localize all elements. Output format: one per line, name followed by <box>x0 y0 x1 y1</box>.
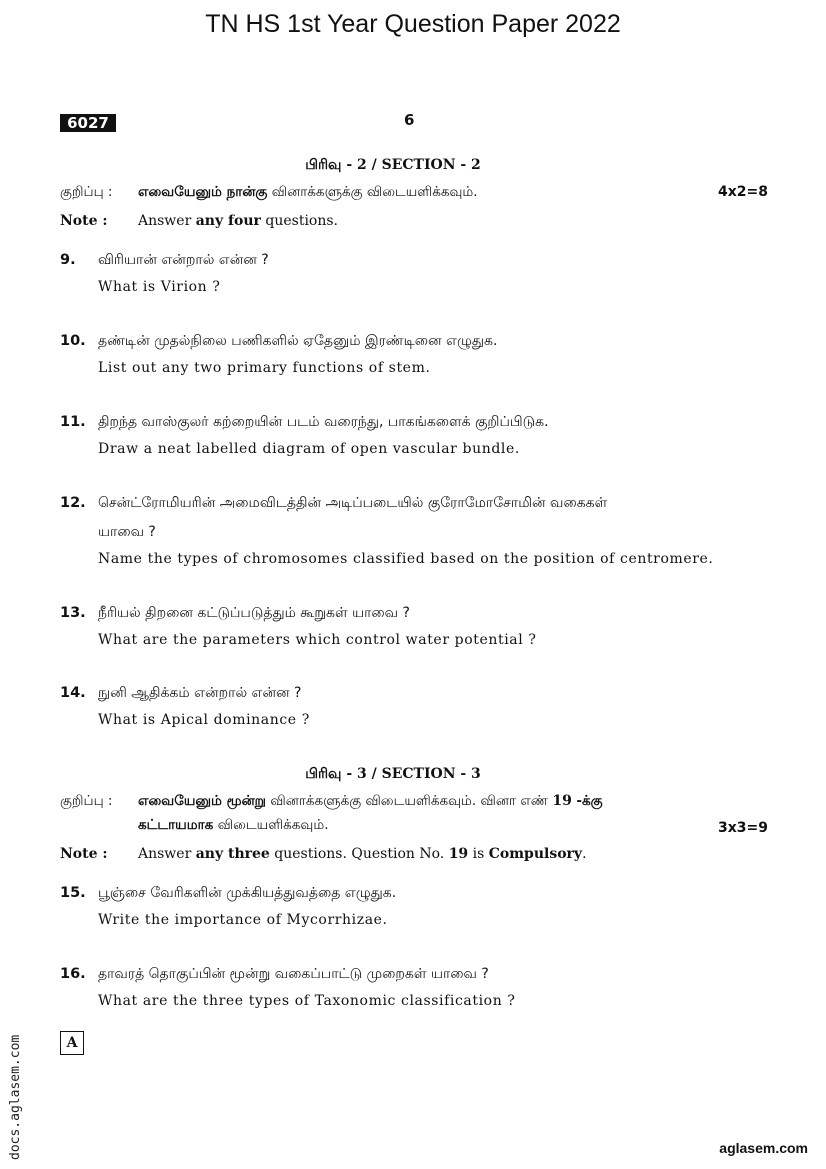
question-english: Draw a neat labelled diagram of open vascular bundle. <box>98 441 520 457</box>
question-tamil: விரியான் என்றால் என்ன ? <box>98 252 269 268</box>
question-tamil: தண்டின் முதல்நிலை பணிகளில் ஏதேனும் இரண்டினை எழுதுக. <box>98 333 498 349</box>
page-number: 6 <box>404 111 415 129</box>
section-3-note-tamil <box>60 793 603 811</box>
section-3-heading-text: பிரிவு - 3 / SECTION - 3 <box>305 766 481 782</box>
note-post: questions. <box>265 213 339 229</box>
question-tamil: நீரியல் திறனை கட்டுப்படுத்தும் கூறுகள் யாவை ? <box>98 605 410 621</box>
note-bold: any three <box>195 846 270 862</box>
note-label: Note : <box>60 213 108 229</box>
question-tamil: நுனி ஆதிக்கம் என்றால் என்ன ? <box>98 685 302 701</box>
section-3-note-tamil-line2 <box>138 817 329 835</box>
question-number: 13. <box>60 605 86 621</box>
question-number: 12. <box>60 495 86 511</box>
note-mid: questions. Question No. <box>274 846 445 862</box>
question-number: 14. <box>60 685 86 701</box>
question-number: 11. <box>60 414 86 430</box>
paper-code: 6027 <box>60 114 116 132</box>
note-tamil-number: 19 <box>552 793 572 809</box>
section-3-marks: 3x3=9 <box>718 820 768 836</box>
section-2-heading-text: பிரிவு - 2 / SECTION - 2 <box>305 157 481 173</box>
note-number: 19 <box>448 846 469 862</box>
question-english: Name the types of chromosomes classified based on the position of centromere. <box>98 551 714 567</box>
note-label: Note : <box>60 846 108 862</box>
note-tamil-line2-rest: விடையளிக்கவும். <box>217 817 329 833</box>
side-watermark: docs.aglasem.com <box>8 1034 23 1160</box>
note-is: is <box>472 846 485 862</box>
note-pre: Answer <box>138 213 192 229</box>
note-compulsory: Compulsory <box>488 846 583 862</box>
note-label-tamil: குறிப்பு : <box>60 793 113 809</box>
question-english: Write the importance of Mycorrhizae. <box>98 912 388 928</box>
page-banner-title: TN HS 1st Year Question Paper 2022 <box>205 10 621 38</box>
note-tamil-suffix: -க்கு <box>576 793 603 809</box>
question-english: What are the three types of Taxonomic classification ? <box>98 993 516 1009</box>
section-2-heading <box>0 157 786 175</box>
question-english: What is Virion ? <box>98 279 221 295</box>
note-tamil-rest: வினாக்களுக்கு விடையளிக்கவும். <box>271 184 478 200</box>
section-3-note-english <box>60 846 587 862</box>
section-2-note-english <box>60 213 338 229</box>
section-2-marks: 4x2=8 <box>718 184 768 200</box>
note-end: . <box>582 846 587 862</box>
section-3-heading <box>0 766 786 784</box>
question-english: List out any two primary functions of stem. <box>98 360 431 376</box>
question-tamil: தாவரத் தொகுப்பின் மூன்று வகைப்பாட்டு முறைகள் யாவை ? <box>98 966 489 982</box>
question-number: 10. <box>60 333 86 349</box>
question-tamil: திறந்த வாஸ்குலர் கற்றையின் படம் வரைந்து, பாகங்களைக் குறிப்பிடுக. <box>98 414 549 430</box>
note-tamil-line2-bold: கட்டாயமாக <box>138 817 214 833</box>
section-2-note-tamil <box>60 184 478 202</box>
note-tamil-bold: எவையேனும் நான்கு <box>138 184 268 200</box>
question-english: What are the parameters which control water potential ? <box>98 632 537 648</box>
question-number: 15. <box>60 885 86 901</box>
note-bold: any four <box>195 213 261 229</box>
note-tamil-rest: வினாக்களுக்கு விடையளிக்கவும். வினா எண் <box>270 793 548 809</box>
version-letter-box: A <box>60 1031 84 1055</box>
question-number: 16. <box>60 966 86 982</box>
question-tamil-line2: யாவை ? <box>98 524 156 540</box>
question-tamil: சென்ட்ரோமியரின் அமைவிடத்தின் அடிப்படையில் குரோமோசோமின் வகைகள் <box>98 495 608 511</box>
question-english: What is Apical dominance ? <box>98 712 310 728</box>
footer-brand: aglasem.com <box>719 1140 808 1156</box>
note-label-tamil: குறிப்பு : <box>60 184 113 200</box>
note-pre: Answer <box>138 846 192 862</box>
note-tamil-bold: எவையேனும் மூன்று <box>138 793 266 809</box>
question-tamil: பூஞ்சை வேரிகளின் முக்கியத்துவத்தை எழுதுக. <box>98 885 397 901</box>
question-number: 9. <box>60 252 76 268</box>
